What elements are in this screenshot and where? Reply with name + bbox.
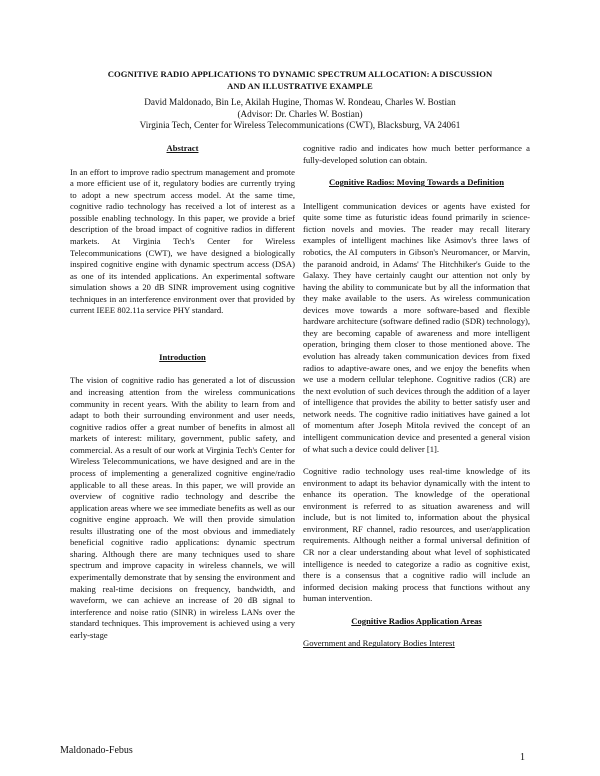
introduction-continued: cognitive radio and indicates how much better performance a fully-developed solution can obtain. [303,143,530,165]
abstract-text: In an effort to improve radio spectrum management and promote a more efficient use of it, regulatory bodies are currently trying to adopt a new spectrum access model. At the same time, cognitive radio technology has received a lot of interest as a possible enabling technology. In this paper, we provide a brief description of the broad impact of cognitive radios in different markets. At Virginia Tech's Center for Wireless Telecommunications (CWT), we have designed a biologically inspired cognitive engine with dynamic spectrum access (DSA) as one of its intended applications. An experimental software simulation shows a 20 dB SINR improvement using cognitive techniques in an interference environment over that provided by current IEEE 802.11a service PHY standard. [70,166,295,316]
page-number: 1 [520,752,525,763]
introduction-heading: Introduction [159,351,206,362]
title-line-1: COGNITIVE RADIO APPLICATIONS TO DYNAMIC SPECTRUM ALLOCATION: A DISCUSSION [107,69,493,79]
definition-paragraph-2: Cognitive radio technology uses real-time knowledge of its environment to adapt its behavior dynamically with the intent to enhance its operation. The knowledge of the operational environment is referred to as situation awareness and will include, but is not limited to, information about the physical environment, RF channel, radio resources, and user/application requirements. Although neither a formal universal definition of CR nor a clear understanding about what level of sophisticated intelligence is needed to categorize a radio as cognitive exist, there is a consensus that a cognitive radio will include an informed decision making process that functions without any human intervention. [303,466,530,604]
left-column [70,143,295,641]
application-areas-heading: Cognitive Radios Application Areas [351,615,482,626]
author-list: David Maldonado, Bin Le, Akilah Hugine, Thomas W. Rondeau, Charles W. Bostian [144,97,456,107]
title-line-2: AND AN ILLUSTRATIVE EXAMPLE [227,80,373,91]
abstract-heading: Abstract [166,143,199,153]
definition-heading: Cognitive Radios: Moving Towards a Definition [329,177,504,188]
paper-title [60,69,540,92]
right-column [303,143,530,650]
running-footer-name: Maldonado-Febus [60,745,133,756]
government-subsection-heading: Government and Regulatory Bodies Interest [303,638,455,649]
advisor-line: (Advisor: Dr. Charles W. Bostian) [237,108,363,119]
definition-paragraph-1: Intelligent communication devices or agents have existed for quite some time as futuristic ideas found primarily in science-fiction novels and movies. The reader may recall literary examples of intelligent machines like Asimov's three laws of robotics, the AI computers in Gibson's Neuromancer, or Marvin, the paranoid android, in Adams' The Hitchhiker's Guide to the Galaxy. They have certainly caught our attention not only by having the ability to communicate but by all the information that they make available to the users. As wireless communication devices move towards a more software-based and flexible hardware architecture (software defined radio (SDR) technology), they are becoming capable of awareness and more intelligent operation, bringing them closer to those mentioned above. The evolution has already taken communication devices from fixed radios to adaptive-aware ones, and we enjoy the benefits when we use a modern cellular telephone. Cognitive radios (CR) are the next evolution of such devices through the addition of a layer of intelligence that provides the ability to better satisfy user and network needs. The cognitive radio initiatives have gained a lot of momentum after Joseph Mitola revived the concept of an intelligent communication device and presented a general vision of what such a device could deliver [1]. [303,200,530,454]
affiliation-line: Virginia Tech, Center for Wireless Telecommunications (CWT), Blacksburg, VA 24061 [139,120,461,131]
author-block [60,97,540,132]
introduction-text: The vision of cognitive radio has generated a lot of discussion and increasing attention from the wireless communications community in recent years. With the ability to learn from and adapt to both their surrounding environment and user needs, cognitive radios offer a great number of benefits in almost all markets of interest: military, government, public safety, and commercial. As a result of our work at Virginia Tech's Center for Wireless Telecommunications, we have designed and are in the process of implementing a generalized cognitive engine/radio applicable to all these areas. In this paper, we will provide an overview of cognitive radio technology and describe the application areas where we see immediate benefits as well as our cognitive engine approach. We will then provide simulation results illustrating one of the most obvious and immediately beneficial cognitive radio applications: dynamic spectrum sharing. Although there are many techniques used to share spectrum and improve capacity in wireless channels, we will experimentally demonstrate that by sensing the environment and making real-time decisions on frequency, bandwidth, and waveform, we can achieve an increase of 20 dB signal to interference and noise ratio (SINR) in wireless LANs over the standard techniques. This improvement is achieved using a very early-stage [70,375,295,640]
